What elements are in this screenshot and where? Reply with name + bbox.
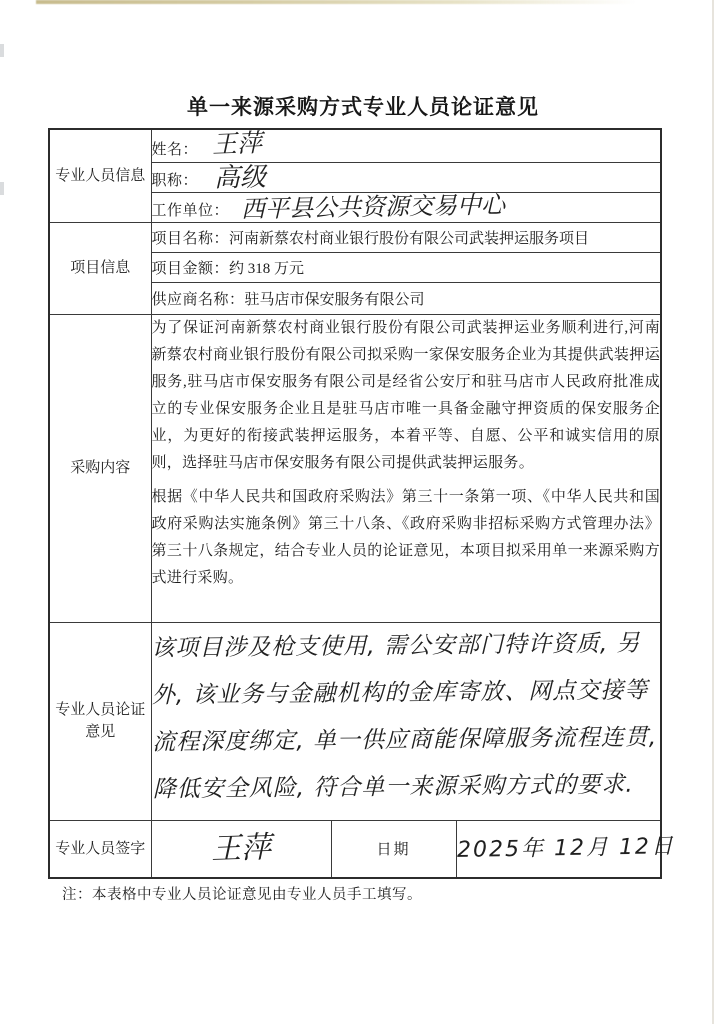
expert-opinion-handwritten-text: 该项目涉及枪支使用, 需公安部门特许资质, 另外, 该业务与金融机构的金库寄放、网点交接等流程深度绑定, 单一供应商能保障服务流程连贯, 降低安全风险, 符合单一来源采购方式的要求. [150, 630, 657, 803]
jobtitle-label: 职称： [151, 173, 199, 189]
date-handwritten-value: 2025年 12月 12日 [456, 833, 675, 863]
paper-right-edge [712, 0, 714, 1024]
section-label-project-info: 项目信息 [49, 222, 151, 314]
project-name-row [151, 222, 661, 252]
workunit-row [151, 192, 661, 222]
project-name-label: 项目名称： [151, 230, 230, 247]
scan-left-mark [0, 44, 4, 57]
procurement-paragraph-2: 根据《中华人民共和国政府采购法》第三十一条第一项、《中华人民共和国政府采购法实施条例》第三十八条、《政府采购非招标采购方式管理办法》第三十八条规定，结合专业人员的论证意见，本项目拟采用单一来源采购方式进行采购。 [151, 488, 660, 586]
supplier-row [151, 282, 661, 314]
amount-row [151, 252, 661, 282]
workunit-label: 工作单位： [151, 202, 230, 219]
procurement-content-cell [151, 314, 661, 622]
amount-label: 项目金额： [151, 260, 230, 277]
supplier-value: 驻马店市保安服务有限公司 [244, 291, 425, 308]
signature-cell [151, 820, 331, 878]
date-value-cell [456, 820, 675, 878]
date-label-cell: 日期 [331, 820, 456, 878]
supplier-label: 供应商名称： [151, 291, 245, 308]
footnote: 注：本表格中专业人员论证意见由专业人员手工填写。 [62, 887, 422, 903]
scan-edge-artifact [36, 0, 636, 4]
jobtitle-handwritten-value: 高级 [213, 162, 267, 194]
name-label: 姓名： [151, 141, 199, 158]
workunit-handwritten-value: 西平县公共资源交易中心 [240, 190, 506, 223]
signature-label: 专业人员签字 [49, 820, 151, 878]
scan-left-mark [0, 182, 4, 195]
jobtitle-row [151, 162, 661, 192]
form-table [48, 127, 675, 879]
name-handwritten-value: 王萍 [211, 127, 263, 159]
project-name-value: 河南新蔡农村商业银行股份有限公司武装押运服务项目 [229, 230, 590, 247]
procurement-paragraph-1: 为了保证河南新蔡农村商业银行股份有限公司武装押运业务顺利进行,河南新蔡农村商业银行股份有限公司拟采购一家保安服务企业为其提供武装押运服务,驻马店市保安服务有限公司是经省公安厅和驻马店市人民政府批准成立的专业保安服务企业且是驻马店市唯一具备金融守押资质的保安服务企业，为更好的衔接武装押运服务，本着平等、自愿、公平和诚实信用的原则，选择驻马店市保安服务有限公司提供武装押运服务。 [151, 319, 660, 471]
section-label-expert-opinion: 专业人员论证意见 [49, 622, 151, 820]
amount-value: 约 318 万元 [229, 260, 305, 277]
section-label-procurement-content: 采购内容 [49, 314, 151, 622]
name-row [151, 129, 661, 162]
expert-opinion-cell [151, 622, 661, 820]
document-title: 单一来源采购方式专业人员论证意见 [187, 95, 539, 119]
section-label-professional-info: 专业人员信息 [49, 129, 151, 222]
signature-handwritten-value: 王萍 [210, 829, 272, 867]
